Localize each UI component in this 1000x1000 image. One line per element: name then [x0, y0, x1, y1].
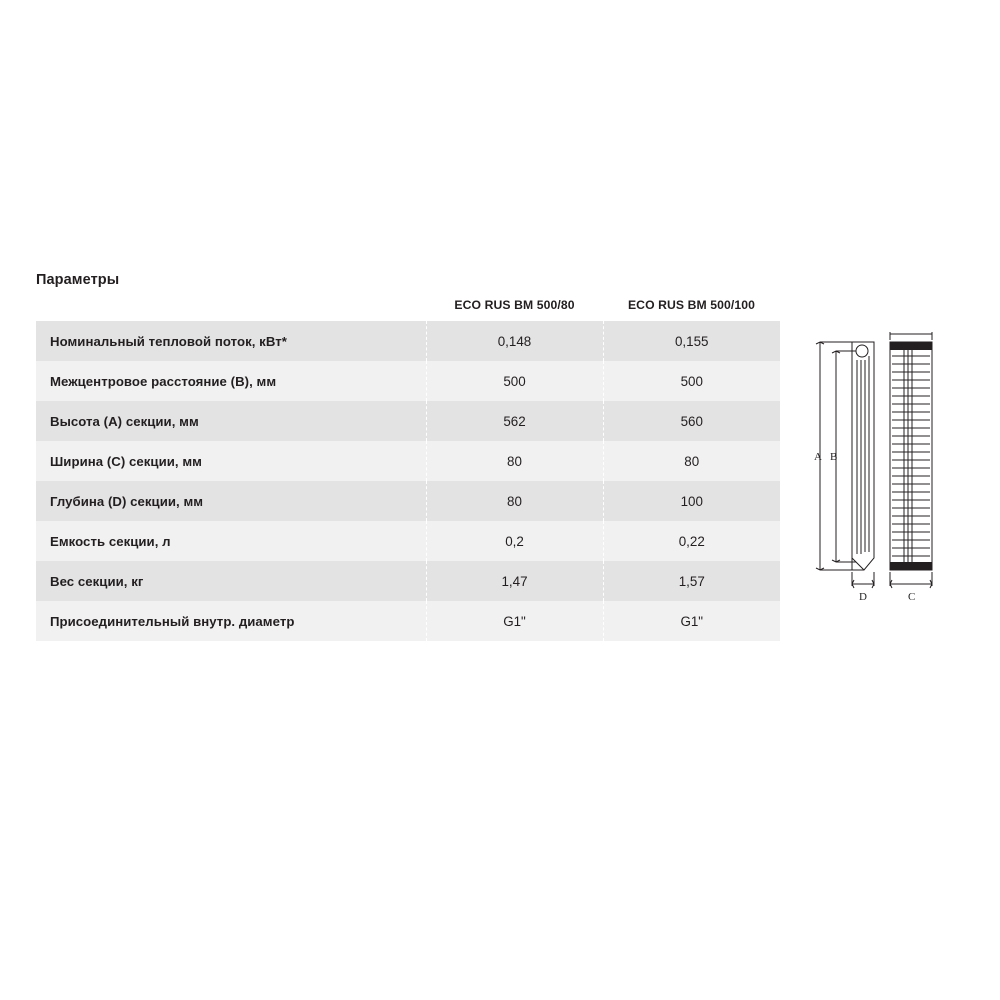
table-header-row	[36, 298, 780, 321]
table-body	[36, 321, 780, 641]
specifications-table	[36, 298, 780, 641]
row-value-model-1: 0,148	[426, 321, 603, 361]
table-row	[36, 561, 780, 601]
radiator-section-dimension-drawing	[812, 330, 972, 602]
row-label: Номинальный тепловой поток, кВт*	[36, 321, 426, 361]
row-label: Присоединительный внутр. диаметр	[36, 601, 426, 641]
row-value-model-2: 560	[603, 401, 780, 441]
specifications-block	[36, 272, 780, 641]
table-row	[36, 321, 780, 361]
table-row	[36, 601, 780, 641]
table-header	[36, 298, 780, 321]
dimension-label-b: B	[830, 451, 838, 463]
row-value-model-1: 80	[426, 441, 603, 481]
row-label: Межцентровое расстояние (B), мм	[36, 361, 426, 401]
table-row	[36, 361, 780, 401]
row-value-model-1: G1"	[426, 601, 603, 641]
dimension-label-a: A	[814, 451, 822, 463]
row-value-model-2: 0,22	[603, 521, 780, 561]
row-value-model-2: 1,57	[603, 561, 780, 601]
table-row	[36, 481, 780, 521]
page-title: Параметры	[36, 272, 120, 288]
row-value-model-2: 100	[603, 481, 780, 521]
column-header-model-1: ECO RUS BM 500/80	[454, 298, 575, 312]
row-value-model-1: 0,2	[426, 521, 603, 561]
row-value-model-1: 80	[426, 481, 603, 521]
row-value-model-2: 0,155	[603, 321, 780, 361]
dimension-label-d: D	[859, 591, 867, 602]
row-value-model-2: 80	[603, 441, 780, 481]
row-value-model-1: 562	[426, 401, 603, 441]
row-value-model-1: 500	[426, 361, 603, 401]
column-header-parameter	[36, 298, 426, 321]
row-value-model-2: G1"	[603, 601, 780, 641]
row-label: Вес секции, кг	[36, 561, 426, 601]
dimension-label-c: C	[908, 591, 916, 602]
row-label: Ширина (C) секции, мм	[36, 441, 426, 481]
table-row	[36, 521, 780, 561]
row-value-model-2: 500	[603, 361, 780, 401]
table-row	[36, 401, 780, 441]
row-label: Емкость секции, л	[36, 521, 426, 561]
row-label: Глубина (D) секции, мм	[36, 481, 426, 521]
row-value-model-1: 1,47	[426, 561, 603, 601]
row-label: Высота (A) секции, мм	[36, 401, 426, 441]
column-header-model-2: ECO RUS BM 500/100	[627, 298, 756, 312]
table-row	[36, 441, 780, 481]
